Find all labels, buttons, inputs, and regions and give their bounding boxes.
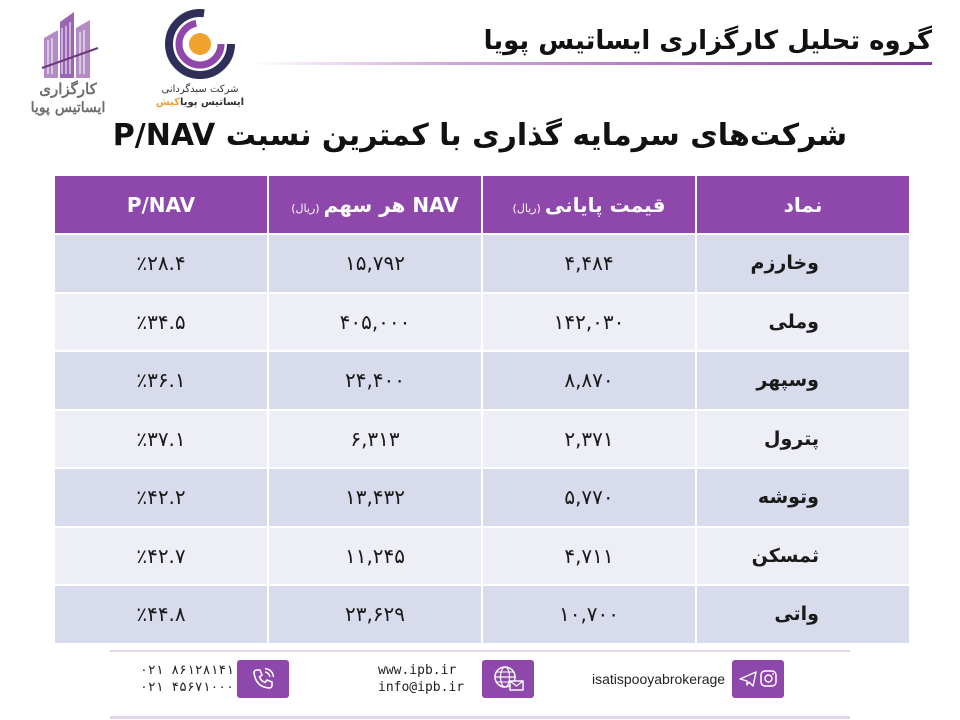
table-row	[54, 410, 910, 469]
footer-web	[378, 662, 464, 696]
header-nav-unit: (ریال)	[291, 201, 320, 215]
pnav-table-container	[53, 176, 909, 644]
globe-envelope-icon	[491, 664, 525, 694]
cell-pnav: ٪۲۸.۴	[54, 234, 268, 293]
fund-logo-accent: کیش	[155, 97, 180, 108]
page-title: شرکت‌های سرمایه گذاری با کمترین نسبت P/NAV	[112, 118, 848, 153]
cell-nav: ۲۴,۴۰۰	[268, 351, 482, 410]
table-row	[54, 234, 910, 293]
header-close-price-unit: (ریال)	[512, 201, 541, 215]
table-row	[54, 585, 910, 644]
cell-symbol: ثمسکن	[696, 527, 910, 586]
cell-symbol: پترول	[696, 410, 910, 469]
broker-logo-line1: کارگزاری	[39, 80, 97, 98]
fund-logo-line2	[150, 97, 250, 108]
social-glyphs-icon	[738, 666, 778, 692]
cell-nav: ۴۰۵,۰۰۰	[268, 293, 482, 352]
pnav-table	[53, 176, 911, 645]
fund-logo-name: ایساتیس پویا	[179, 97, 245, 108]
telegram-instagram-icon	[732, 660, 784, 698]
cell-pnav: ٪۴۲.۲	[54, 468, 268, 527]
table-row	[54, 351, 910, 410]
cell-pnav: ٪۴۲.۷	[54, 527, 268, 586]
header-title: گروه تحلیل کارگزاری ایساتیس پویا	[483, 26, 932, 56]
cell-close-price: ۸,۸۷۰	[482, 351, 696, 410]
fund-emblem-icon	[164, 8, 236, 80]
table-row	[54, 527, 910, 586]
fund-logo-line1: شرکت سبدگردانی	[161, 84, 239, 95]
broker-logo-line2: ایساتیس پویا	[30, 100, 106, 116]
cell-symbol: وتوشه	[696, 468, 910, 527]
header-close-price-label: قیمت پایانی	[544, 192, 666, 217]
cell-pnav: ٪۳۶.۱	[54, 351, 268, 410]
web-mail-icon	[482, 660, 534, 698]
footer-bottom-divider	[110, 716, 850, 719]
table-header-row	[54, 176, 910, 234]
cell-symbol: وخارزم	[696, 234, 910, 293]
header-nav	[268, 176, 482, 234]
cell-nav: ۶,۳۱۳	[268, 410, 482, 469]
header-pnav-label: P/NAV	[126, 192, 196, 217]
header-divider	[250, 62, 932, 65]
header-close-price	[482, 176, 696, 234]
footer-email-link[interactable]: info@ipb.ir	[378, 680, 465, 695]
cell-pnav: ٪۳۴.۵	[54, 293, 268, 352]
cell-nav: ۲۳,۶۲۹	[268, 585, 482, 644]
cell-pnav: ٪۳۷.۱	[54, 410, 268, 469]
cell-nav: ۱۱,۲۴۵	[268, 527, 482, 586]
header-symbol-label: نماد	[783, 192, 823, 217]
header-pnav	[54, 176, 268, 234]
table-row	[54, 468, 910, 527]
cell-close-price: ۵,۷۷۰	[482, 468, 696, 527]
phone-glyph-icon	[250, 666, 276, 692]
header-nav-label: NAV هر سهم	[323, 192, 459, 217]
cell-symbol: واتی	[696, 585, 910, 644]
cell-symbol: وملی	[696, 293, 910, 352]
fund-logo	[150, 8, 250, 112]
table-row	[54, 293, 910, 352]
buildings-icon	[40, 8, 100, 80]
cell-pnav: ٪۴۴.۸	[54, 585, 268, 644]
cell-nav: ۱۵,۷۹۲	[268, 234, 482, 293]
footer-divider	[110, 650, 850, 652]
phone-icon	[237, 660, 289, 698]
cell-close-price: ۲,۳۷۱	[482, 410, 696, 469]
footer-phone-2: ۰۲۱ ۴۵۶۷۱۰۰۰	[140, 680, 234, 695]
footer-phones	[140, 662, 234, 696]
cell-close-price: ۱۰,۷۰۰	[482, 585, 696, 644]
cell-close-price: ۴,۴۸۴	[482, 234, 696, 293]
cell-close-price: ۱۴۲,۰۳۰	[482, 293, 696, 352]
cell-nav: ۱۳,۴۳۲	[268, 468, 482, 527]
broker-logo	[12, 8, 124, 118]
footer-phone-1: ۰۲۱ ۸۶۱۲۸۱۴۱	[140, 663, 234, 678]
header-symbol	[696, 176, 910, 234]
cell-symbol: وسپهر	[696, 351, 910, 410]
footer-social-handle[interactable]: isatispooyabrokerage	[592, 671, 726, 687]
footer-website-link[interactable]: www.ipb.ir	[378, 663, 457, 678]
cell-close-price: ۴,۷۱۱	[482, 527, 696, 586]
